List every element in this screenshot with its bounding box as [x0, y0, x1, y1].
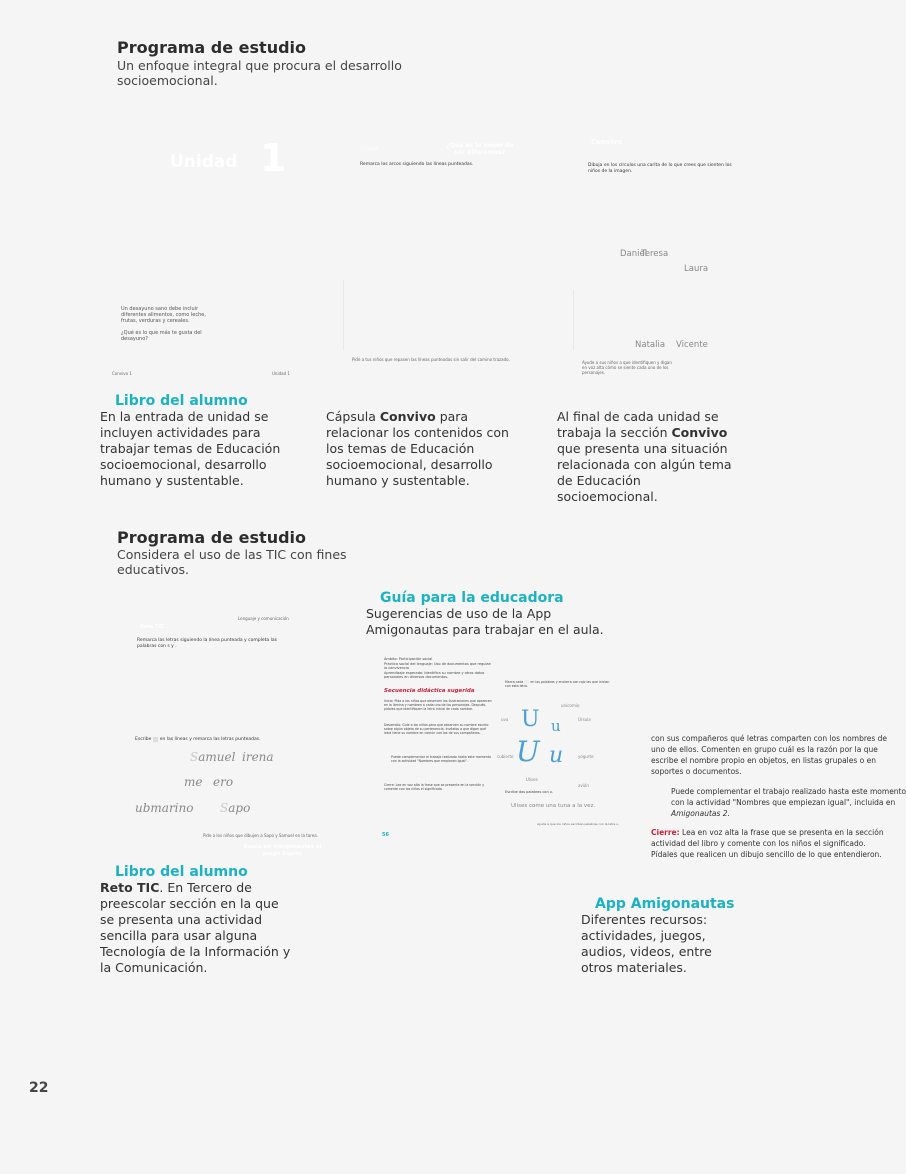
snippet-indent: Puede complementar el trabajo realizado hasta este momento: [671, 787, 906, 796]
name-laura: Laura: [684, 264, 709, 274]
letter-box: [153, 737, 158, 742]
caption2-text: Cápsula Convivo para relacionar los contenidos con los temas de Educación socioemocional, desarrollo humano y sustentable.: [326, 409, 509, 488]
word-ursula: Úrsula: [578, 717, 591, 722]
snippet-line: escribe el nombre propio en objetos, en listas grupales o en: [651, 756, 877, 765]
guia-cierre: Cierre: Lea en voz alta la frase que se presenta en la sección y comente con los niños el significado.: [384, 783, 485, 792]
word-uva: uva: [501, 717, 509, 722]
snippet-line: con sus compañeros qué letras comparten con los nombres de: [651, 734, 888, 743]
blank-letter: S: [190, 750, 199, 764]
thumb2-instruction: Remarca los arcos siguiendo las líneas punteadas.: [360, 162, 474, 167]
caption5-text: Diferentes recursos: actividades, juegos, audios, videos, entre otros materiales.: [581, 912, 712, 975]
caption3-text: Al final de cada unidad se trabaja la sección Convivo que presenta una situación relacionada con algún tema de Educación socioemocional.: [557, 409, 732, 504]
meta-aprendizaje: Aprendizaje esperado: Identifica su nombre y otros datos personales en diversos documentos.: [384, 670, 485, 679]
guide-text: Sugerencias de uso de la App Amigonautas para trabajar en el aula.: [366, 606, 604, 637]
meta-ambito: Ámbito: Participación social: [384, 657, 433, 661]
name-natalia: Natalia: [635, 340, 666, 350]
snippet-line: uno de ellos. Comenten en grupo cuál es la razón por la que: [651, 745, 878, 754]
guia-phrase: Ulises come una tuna a la vez.: [511, 803, 596, 809]
thumb-guia-spread: [371, 655, 636, 841]
thumb-convivo-final: [578, 138, 738, 375]
thumb3-title: Convivo: [591, 138, 623, 146]
guide-snippet: [651, 733, 906, 860]
section1-subtitle: Un enfoque integral que procura el desarrollo socioemocional.: [117, 58, 402, 88]
thumb1-footer-left: Convivo 1: [112, 371, 132, 376]
breakfast-text: Un desayuno sano debe incluir diferentes alimentos, como leche, frutas, verduras y cereales.: [121, 306, 206, 324]
word-yogurte: yogurte: [578, 754, 594, 759]
thumb4-footer: Pide a los niños que dibujen a Sapo y Samuel en la tarea.: [203, 833, 318, 838]
thumb4-instruction: Remarca las letras siguiendo la línea punteada y completa las palabras con s y .: [137, 638, 277, 649]
small-u-script: u: [549, 743, 564, 768]
section2-subtitle: Considera el uso de las TIC con fines educativos.: [117, 547, 347, 577]
guide-title: Guía para la educadora: [380, 590, 564, 606]
thumb3-footer: Ayude a sus niños a que identifiquen y digan en voz alta cómo se siente cada uno de los personajes.: [582, 360, 672, 375]
guia-right-instruction: Marca cada en las palabras y encierra con rojo las que inician con esta letra.: [505, 680, 610, 689]
big-u-script: U: [516, 735, 540, 768]
thumb4-label: Reto TIC: [140, 624, 164, 630]
word-ero: ero: [213, 775, 234, 789]
unidad-label: Unidad: [170, 152, 238, 172]
breakfast-question: ¿Qué es lo que más te gusta del desayuno?: [121, 330, 202, 342]
snippet-line: Pídales que realicen un dibujo sencillo de lo que entendieron.: [651, 850, 882, 859]
word-me: me: [184, 775, 203, 789]
blank-letter: S: [220, 801, 229, 815]
divider: [573, 290, 574, 350]
thumb-unidad-entry: [112, 118, 340, 376]
section2-title: Programa de estudio: [117, 528, 307, 547]
guia-extra: Puede complementar el trabajo realizado hasta este momento con la actividad "Nombres que empiezan igual".: [391, 755, 491, 764]
word-submarino: ubmarino: [135, 801, 194, 815]
caption4-text: Reto TIC. En Tercero de preescolar sección en la que se presenta una actividad sencilla para usar alguna Tecnología de la Información y la Comunicación.: [100, 880, 291, 975]
page-number: 22: [29, 1080, 49, 1096]
thumb4-instruction2: Escribe en las líneas y remarca las letras punteadas.: [135, 737, 261, 742]
thumb3-instruction: Dibuja en los círculos una carita de lo que crees que sienten los niños de la imagen.: [588, 163, 732, 174]
snippet-line: actividad del libro y comente con los niños el significado.: [651, 839, 866, 848]
thumb-reto-tic: [110, 612, 340, 860]
word-avion: avión: [578, 783, 589, 788]
thumb-convivo-capsule: [345, 138, 570, 370]
name-daniel: Daniel: [620, 249, 648, 259]
caption1-text: En la entrada de unidad se incluyen actividades para trabajar temas de Educación socioemocional, desarrollo humano y sustentable.: [100, 409, 281, 488]
thumb2-header-left: Unidad: [360, 146, 378, 152]
section1-title: Programa de estudio: [117, 38, 307, 57]
thumb2-footer: Pide a tus niños que repasen las líneas punteadas sin salir del camino trazado.: [352, 357, 510, 362]
thumb1-footer-right: Unidad 1: [272, 371, 290, 376]
caption1-title: Libro del alumno: [115, 393, 248, 409]
name-teresa: Teresa: [641, 249, 669, 259]
word-cubierto: cubierto: [497, 754, 514, 759]
guia-page: 56: [382, 832, 389, 838]
guia-meta: [384, 657, 494, 680]
thumb4-banner: Busca en Amigonautas el juego Sapito: [243, 844, 322, 857]
word-ulises: Ulises: [526, 777, 538, 782]
word-sirena: irena: [242, 750, 274, 764]
unidad-number: 1: [260, 136, 287, 180]
snippet-cierre: Cierre: Lea en voz alta la frase que se presenta en la sección: [651, 828, 884, 837]
name-vicente: Vicente: [676, 340, 708, 350]
guia-footer-right: Ayude a que los niños escriban palabras con la letra u.: [537, 822, 620, 826]
guia-heading: Secuencia didáctica sugerida: [384, 688, 475, 694]
word-unicornio: unicornio: [561, 703, 580, 708]
word-samuel: Samuel: [190, 750, 236, 764]
big-u-print: U: [521, 707, 540, 732]
snippet-line: soportes o documentos.: [651, 767, 742, 776]
snippet-indent: Amigonautas 2.: [671, 809, 730, 818]
word-sapo: Sapo: [220, 801, 251, 815]
meta-practica: Práctica social del lenguaje: Uso de documentos que regulan la convivencia: [384, 661, 491, 670]
snippet-indent: con la actividad "Nombres que empiezan igual", incluida en: [671, 798, 896, 807]
phrase-label: Escribe dos palabras con u.: [505, 790, 554, 794]
caption4-title: Libro del alumno: [115, 864, 248, 880]
guia-inicio: Inicio: Pida a los niños que observen los ilustraciones que aparecen en la lámina y nombren a cada uno de los personajes. Después, pídales que identifiquen la letra inicial de cada nombre.: [384, 699, 492, 712]
guia-desarrollo: Desarrollo: Guíe a los niños para que observen su nombre escrito sobre algún objeto de su pertenencia. Invítelos a que digan qué letra tiene su nombre en común con los de sus compañeros.: [384, 723, 489, 736]
divider: [343, 280, 344, 350]
thumb2-header-right: ¿Qué es lo mejor de ser diferentes?: [446, 142, 514, 156]
thumb4-header: Lenguaje y comunicación: [238, 616, 289, 621]
small-u-print: u: [551, 717, 561, 735]
caption5-title: App Amigonautas: [595, 896, 735, 912]
